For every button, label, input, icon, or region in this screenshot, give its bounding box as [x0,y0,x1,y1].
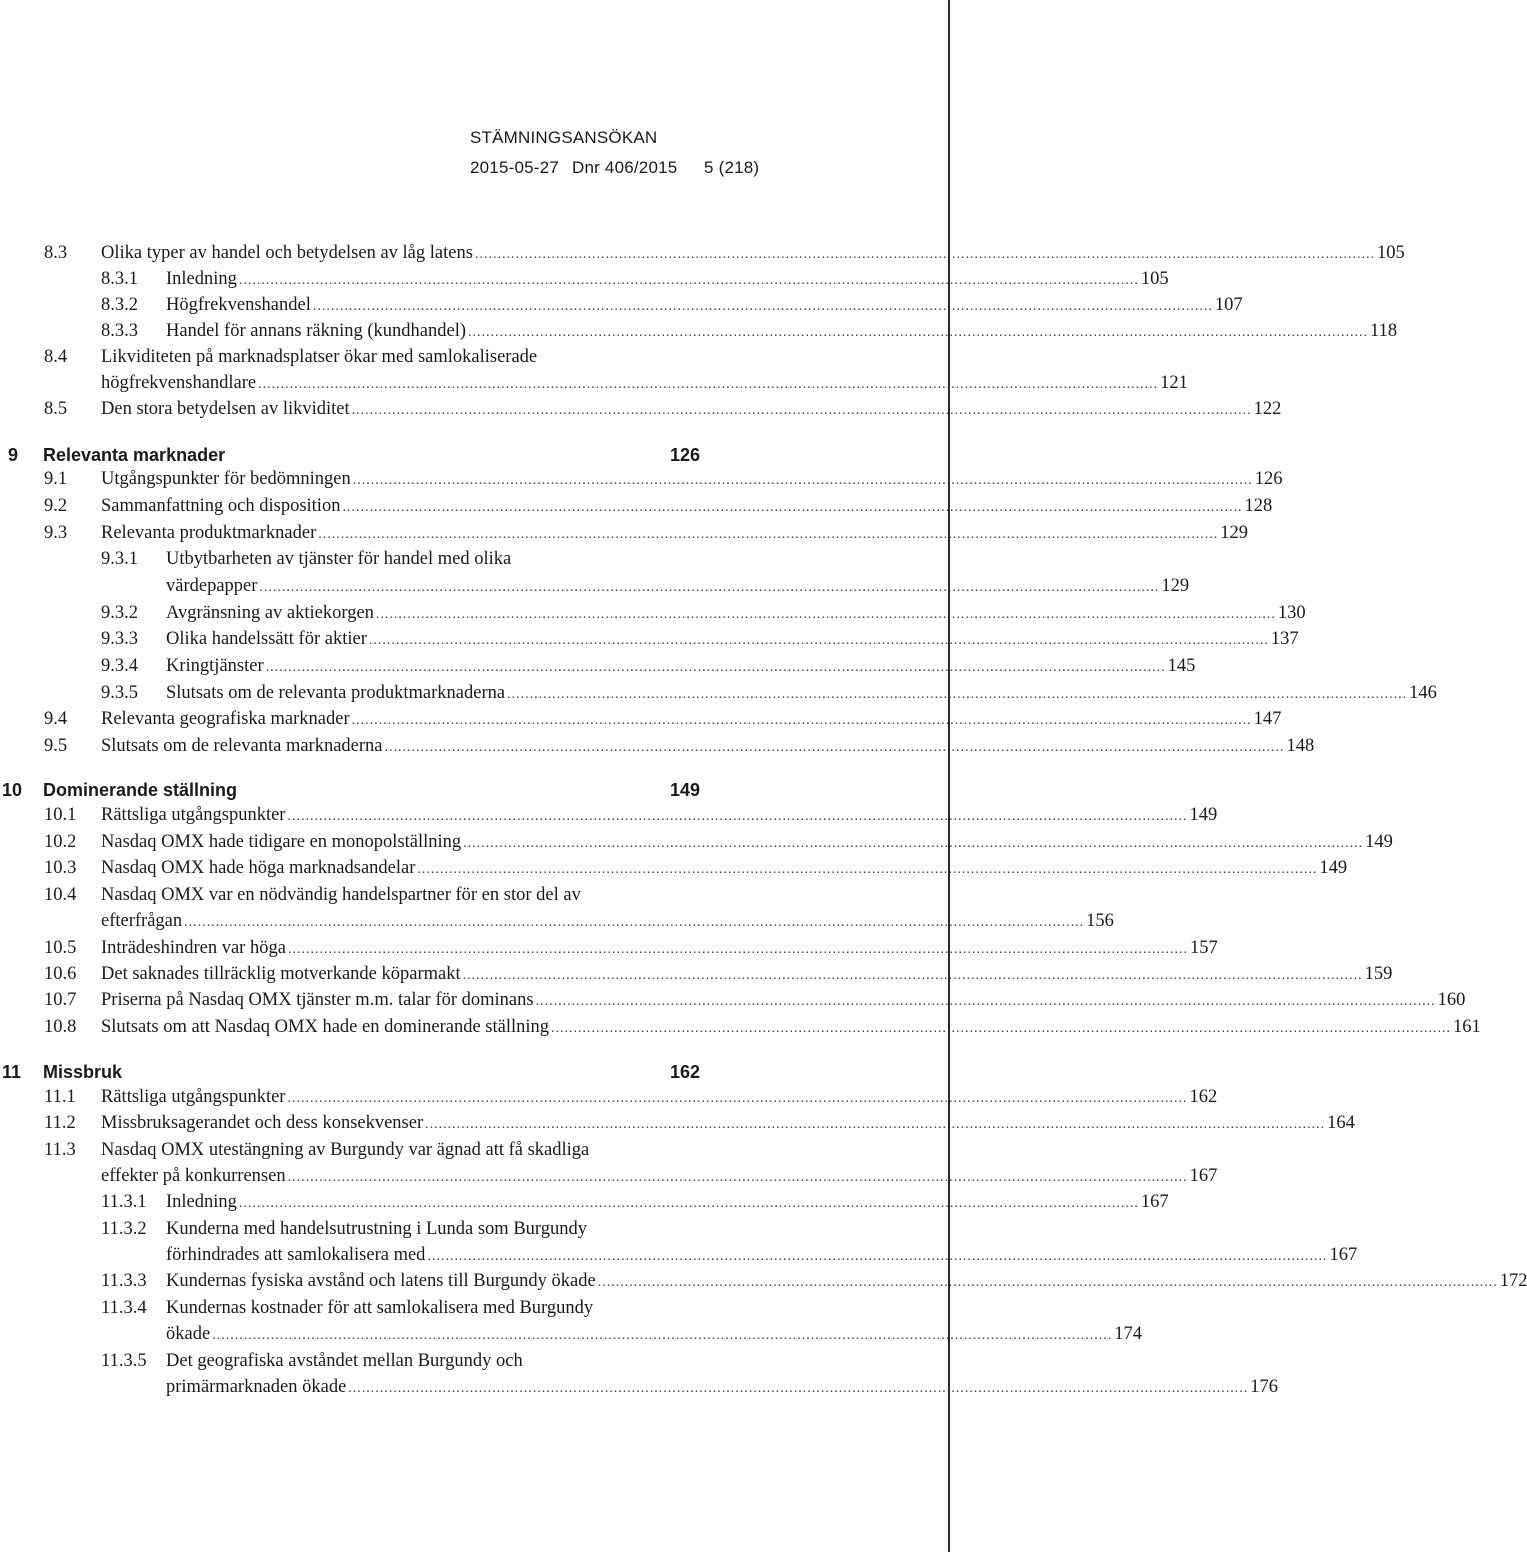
toc-row [0,653,1196,679]
toc-page-number: 129 [1220,523,1248,543]
toc-row [0,466,1283,492]
toc-leader-dots: ........................................................................................................................................................................................................ [312,299,1213,314]
toc-number: 9 [8,445,19,465]
toc-page-number: 105 [1376,243,1405,263]
toc-page-number: 126 [669,445,700,465]
header-case-number: Dnr 406/2015 [572,158,678,177]
toc-row [0,1268,1527,1294]
toc-title: Utbytbarheten av tjänster för handel med olika [166,549,512,569]
toc-row [0,1163,1218,1189]
toc-title: Dominerande ställning [43,780,238,800]
toc-number: 8.3.3 [101,321,138,341]
toc-leader-dots: ........................................................................................................................................................................................................ [287,809,1188,824]
toc-title: Nasdaq OMX hade tidigare en monopolställning [101,832,462,852]
toc-leader-dots: ........................................................................................................................................................................................................ [462,968,1363,983]
toc-title: Priserna på Nasdaq OMX tjänster m.m. talar för dominans [101,990,534,1010]
toc-row [0,1242,1358,1268]
toc-number: 9.3.3 [101,629,138,649]
toc-title: Kundernas fysiska avstånd och latens till Burgundy ökade [166,1271,596,1291]
toc-title: Slutsats om att Nasdaq OMX hade en dominerande ställning [101,1017,550,1037]
toc-title: Kringtjänster [166,656,264,676]
toc-page-number: 145 [1167,656,1196,676]
toc-row [0,493,1273,519]
toc-row [0,680,1437,706]
toc-row [0,882,700,908]
toc-leader-dots: ........................................................................................................................................................................................................ [597,1275,1498,1290]
toc-leader-dots: ........................................................................................................................................................................................................ [348,1381,1249,1396]
toc-leader-dots: ........................................................................................................................................................................................................ [425,1117,1326,1132]
toc-chapter-row [0,777,700,803]
toc-row [0,292,1243,318]
toc-title: Det saknades tillräcklig motverkande köparmakt [101,964,461,984]
toc-leader-dots: ........................................................................................................................................................................................................ [238,1196,1139,1211]
toc-page-number: 164 [1327,1113,1355,1133]
toc-row [0,240,1405,266]
toc-number: 9.4 [44,709,68,729]
toc-title: primärmarknaden ökade [166,1377,347,1397]
toc-row [0,1348,700,1374]
toc-number: 11.2 [44,1113,76,1133]
toc-page-number: 167 [1140,1192,1169,1212]
toc-leader-dots: ........................................................................................................................................................................................................ [551,1021,1452,1036]
toc-number: 11.3.3 [101,1271,147,1291]
toc-page-number: 149 [1365,832,1393,852]
toc-row [0,908,1114,934]
toc-leader-dots: ........................................................................................................................................................................................................ [468,325,1369,340]
toc-row [0,855,1348,881]
toc-row [0,935,1218,961]
toc-leader-dots: ........................................................................................................................................................................................................ [507,687,1408,702]
toc-number: 8.3.2 [101,295,138,315]
toc-row [0,1216,700,1242]
toc-number: 10.3 [44,858,77,878]
toc-row [0,1189,1169,1215]
toc-title: Relevanta marknader [43,445,226,465]
toc-number: 10.1 [44,805,77,825]
toc-title: Det geografiska avståndet mellan Burgundy och [166,1351,523,1371]
toc-title: Nasdaq OMX hade höga marknadsandelar [101,858,416,878]
toc-leader-dots: ........................................................................................................................................................................................................ [352,473,1253,488]
toc-number: 11.3.5 [101,1351,147,1371]
toc-leader-dots: ........................................................................................................................................................................................................ [375,607,1276,622]
toc-row [0,706,1282,732]
toc-leader-dots: ........................................................................................................................................................................................................ [474,247,1375,262]
toc-page-number: 162 [669,1062,700,1082]
toc-number: 9.2 [44,496,68,516]
toc-leader-dots: ........................................................................................................................................................................................................ [258,377,1159,392]
toc-page-number: 148 [1286,736,1315,756]
toc-page-number: 128 [1244,496,1273,516]
toc-row [0,1374,1279,1400]
toc-page-number: 167 [1329,1245,1358,1265]
toc-title: effekter på konkurrensen [101,1166,286,1186]
toc-title: Utgångspunkter för bedömningen [101,469,351,489]
toc-number: 10.5 [44,938,77,958]
toc-page-number: 147 [1253,709,1282,729]
toc-page-number: 146 [1409,683,1437,703]
toc-page-number: 129 [1161,576,1190,596]
header-page-number: 5 (218) [704,158,760,177]
toc-leader-dots: ........................................................................................................................................................................................................ [259,580,1160,595]
toc-number: 10.8 [44,1017,77,1037]
toc-page-number: 149 [669,780,700,800]
toc-number: 11.1 [44,1087,76,1107]
toc-title: Handel för annans räkning (kundhandel) [166,321,467,341]
toc-row [0,1137,700,1163]
toc-title: Slutsats om de relevanta marknaderna [101,736,383,756]
toc-number: 9.5 [44,736,68,756]
toc-leader-dots: ........................................................................................................................................................................................................ [287,1091,1188,1106]
toc-title: Den stora betydelsen av likviditet [101,399,350,419]
toc-title: Likviditeten på marknadsplatser ökar med samlokaliserade [101,347,538,367]
toc-page-number: 160 [1437,990,1466,1010]
toc-number: 11 [2,1062,22,1082]
toc-number: 10.2 [44,832,77,852]
toc-leader-dots: ........................................................................................................................................................................................................ [351,403,1252,418]
toc-number: 9.1 [44,469,68,489]
toc-page-number: 172 [1499,1271,1527,1291]
toc-page-number: 137 [1270,629,1299,649]
toc-page-number: 167 [1189,1166,1218,1186]
toc-leader-dots: ........................................................................................................................................................................................................ [287,1170,1188,1185]
toc-number: 10.7 [44,990,77,1010]
toc-page-number: 107 [1214,295,1243,315]
toc-title: Nasdaq OMX utestängning av Burgundy var ägnad att få skadliga [101,1140,590,1160]
toc-title: Inledning [166,269,237,289]
toc-number: 11.3.2 [101,1219,147,1239]
toc-leader-dots: ........................................................................................................................................................................................................ [535,994,1436,1009]
toc-number: 9.3.2 [101,603,138,623]
toc-page-number: 161 [1453,1017,1481,1037]
toc-leader-dots: ........................................................................................................................................................................................................ [427,1249,1328,1264]
toc-page-number: 162 [1189,1087,1218,1107]
toc-leader-dots: ........................................................................................................................................................................................................ [368,633,1269,648]
toc-leader-dots: ........................................................................................................................................................................................................ [318,527,1219,542]
toc-page-number: 122 [1253,399,1282,419]
toc-number: 9.3.5 [101,683,138,703]
toc-number: 10.4 [44,885,77,905]
toc-chapter-row [0,442,700,468]
toc-title: Kundernas kostnader för att samlokalisera med Burgundy [166,1298,594,1318]
toc-number: 8.5 [44,399,68,419]
toc-page-number: 118 [1370,321,1398,341]
toc-chapter-row [0,1059,700,1085]
toc-title: Relevanta produktmarknader [101,523,317,543]
toc-leader-dots: ........................................................................................................................................................................................................ [238,273,1139,288]
toc-number: 8.4 [44,347,68,367]
toc-number: 11.3.4 [101,1298,147,1318]
toc-title: Nasdaq OMX var en nödvändig handelspartner för en stor del av [101,885,581,905]
toc-title: ökade [166,1324,211,1344]
toc-leader-dots: ........................................................................................................................................................................................................ [384,740,1285,755]
toc-row [0,573,1190,599]
toc-row [0,733,1315,759]
toc-title: Olika handelssätt för aktier [166,629,367,649]
toc-leader-dots: ........................................................................................................................................................................................................ [342,500,1243,515]
toc-title: efterfrågan [101,911,183,931]
toc-leader-dots: ........................................................................................................................................................................................................ [265,660,1166,675]
toc-page-number: 105 [1140,269,1169,289]
toc-number: 11.3 [44,1140,76,1160]
toc-row [0,370,1188,396]
toc-number: 9.3 [44,523,68,543]
toc-leader-dots: ........................................................................................................................................................................................................ [287,942,1188,957]
toc-page-number: 126 [1254,469,1283,489]
toc-title: Relevanta geografiska marknader [101,709,350,729]
toc-row [0,626,1299,652]
toc-page-number: 149 [1189,805,1218,825]
toc-title: högfrekvenshandlare [101,373,257,393]
document-type-header: STÄMNINGSANSÖKAN [470,128,658,147]
toc-title: Slutsats om de relevanta produktmarknaderna [166,683,506,703]
toc-leader-dots: ........................................................................................................................................................................................................ [417,862,1318,877]
toc-title: Sammanfattning och disposition [101,496,341,516]
toc-page-number: 156 [1086,911,1114,931]
toc-title: värdepapper [166,576,258,596]
toc-row [0,1295,700,1321]
toc-page-number: 149 [1319,858,1348,878]
toc-number: 9.3.4 [101,656,138,676]
toc-page-number: 176 [1250,1377,1279,1397]
toc-row [0,1084,1218,1110]
toc-number: 9.3.1 [101,549,138,569]
toc-row [0,802,1218,828]
toc-page-number: 174 [1114,1324,1142,1344]
toc-title: Inledning [166,1192,237,1212]
toc-title: Rättsliga utgångspunkter [101,1087,286,1107]
toc-row [0,829,1393,855]
toc-row [0,987,1466,1013]
toc-leader-dots: ........................................................................................................................................................................................................ [463,836,1364,851]
toc-page-number: 157 [1189,938,1218,958]
toc-row [0,318,1398,344]
toc-leader-dots: ........................................................................................................................................................................................................ [212,1328,1113,1343]
toc-title: Inträdeshindren var höga [101,938,286,958]
toc-leader-dots: ........................................................................................................................................................................................................ [184,915,1085,930]
toc-number: 8.3 [44,243,68,263]
toc-title: Olika typer av handel och betydelsen av låg latens [101,243,473,263]
toc-row [0,396,1282,422]
toc-title: Rättsliga utgångspunkter [101,805,286,825]
toc-page-number: 159 [1364,964,1393,984]
toc-row [0,546,700,572]
toc-row [0,1110,1355,1136]
toc-title: Missbruksagerandet och dess konsekvenser [101,1113,424,1133]
toc-row [0,266,1169,292]
toc-row [0,344,700,370]
toc-title: Missbruk [43,1062,123,1082]
toc-row [0,1321,1142,1347]
toc-title: Avgränsning av aktiekorgen [166,603,374,623]
toc-number: 10 [2,780,23,800]
header-date: 2015-05-27 [470,158,559,177]
toc-title: Kunderna med handelsutrustning i Lunda som Burgundy [166,1219,587,1239]
toc-leader-dots: ........................................................................................................................................................................................................ [351,713,1252,728]
toc-title: Högfrekvenshandel [166,295,311,315]
toc-title: förhindrades att samlokalisera med [166,1245,426,1265]
toc-row [0,600,1306,626]
toc-number: 8.3.1 [101,269,138,289]
toc-row [0,961,1393,987]
toc-number: 11.3.1 [101,1192,147,1212]
toc-page-number: 130 [1277,603,1306,623]
toc-row [0,520,1248,546]
toc-row [0,1014,1481,1040]
toc-page-number: 121 [1160,373,1188,393]
toc-number: 10.6 [44,964,77,984]
